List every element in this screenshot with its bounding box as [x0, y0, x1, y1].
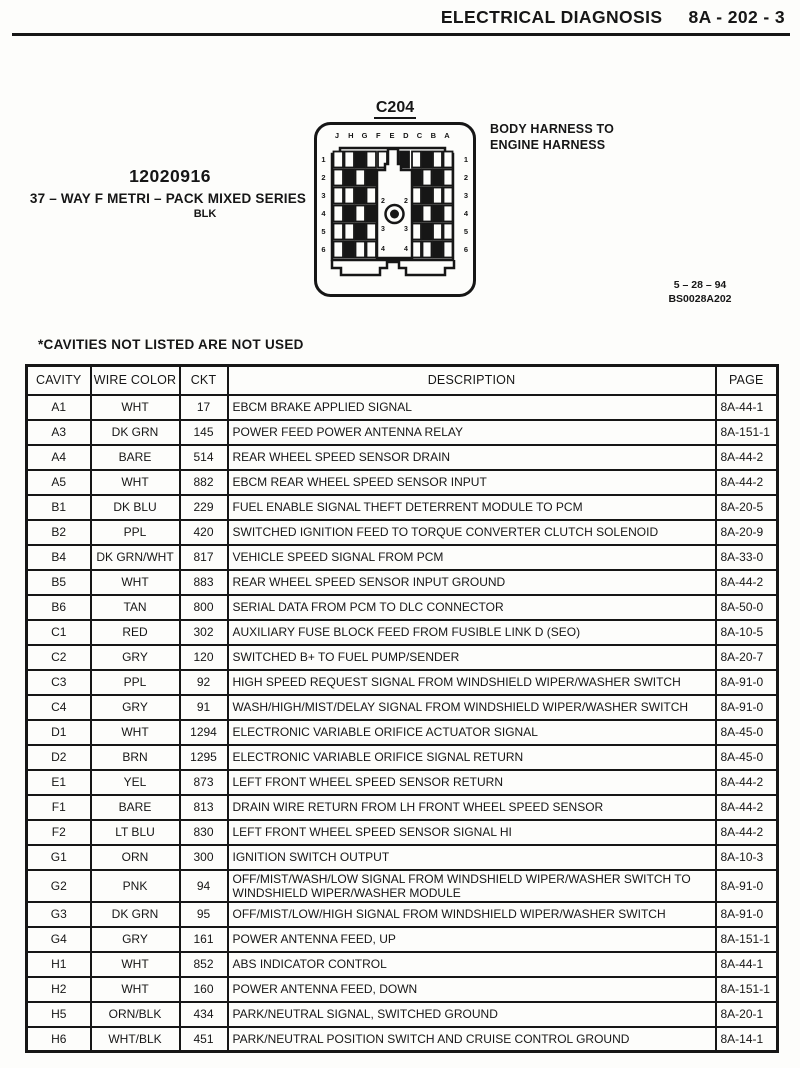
cell-description: LEFT FRONT WHEEL SPEED SENSOR RETURN [228, 770, 716, 795]
cell-description: SWITCHED B+ TO FUEL PUMP/SENDER [228, 645, 716, 670]
key-label: 2 [381, 198, 385, 205]
table-row [27, 902, 778, 927]
row-number-left: 4 [321, 209, 326, 218]
cell-cavity: G4 [27, 927, 91, 952]
cell-wire-color: DK GRN [91, 902, 180, 927]
cell-page: 8A-44-1 [716, 395, 778, 420]
cell-page: 8A-20-9 [716, 520, 778, 545]
header-ckt: CKT [180, 366, 228, 395]
cell-page: 8A-45-0 [716, 720, 778, 745]
cell-cavity: A1 [27, 395, 91, 420]
table-row [27, 545, 778, 570]
keyway-center [390, 210, 399, 219]
key-label: 3 [404, 226, 408, 233]
cell-ckt: 514 [180, 445, 228, 470]
cell-description: OFF/MIST/WASH/LOW SIGNAL FROM WINDSHIELD WIPER/WASHER SWITCH TO WINDSHIELD WIPER/WASHER MODULE [228, 870, 716, 902]
cell-wire-color: GRY [91, 927, 180, 952]
cell-ckt: 92 [180, 670, 228, 695]
cell-description: POWER ANTENNA FEED, DOWN [228, 977, 716, 1002]
table-row [27, 927, 778, 952]
cell-page: 8A-10-5 [716, 620, 778, 645]
table-row [27, 770, 778, 795]
key-label: 2 [404, 198, 408, 205]
cell-wire-color: WHT [91, 470, 180, 495]
cell-page: 8A-151-1 [716, 977, 778, 1002]
table-row [27, 445, 778, 470]
cell-ckt: 95 [180, 902, 228, 927]
cell-description: REAR WHEEL SPEED SENSOR INPUT GROUND [228, 570, 716, 595]
cell-ckt: 434 [180, 1002, 228, 1027]
table-row [27, 795, 778, 820]
cell-cavity: A4 [27, 445, 91, 470]
cell-page: 8A-10-3 [716, 845, 778, 870]
cell-description: SERIAL DATA FROM PCM TO DLC CONNECTOR [228, 595, 716, 620]
table-row [27, 695, 778, 720]
cell-description: POWER ANTENNA FEED, UP [228, 927, 716, 952]
page-header [441, 7, 785, 28]
connector-bottom-tabs [332, 260, 454, 275]
cell-cavity: C2 [27, 645, 91, 670]
cell-ckt: 813 [180, 795, 228, 820]
connector-color: BLK [193, 208, 217, 220]
row-number-left: 2 [321, 173, 326, 182]
cell-description: ELECTRONIC VARIABLE ORIFICE ACTUATOR SIGNAL [228, 720, 716, 745]
cell-ckt: 1295 [180, 745, 228, 770]
cell-cavity: H6 [27, 1027, 91, 1052]
header-page-ref: 8A - 202 - 3 [688, 7, 785, 27]
header-wire-color: WIRE COLOR [91, 366, 180, 395]
cell-ckt: 873 [180, 770, 228, 795]
header-page: PAGE [716, 366, 778, 395]
cell-description: DRAIN WIRE RETURN FROM LH FRONT WHEEL SPEED SENSOR [228, 795, 716, 820]
key-label: 3 [381, 226, 385, 233]
cell-page: 8A-91-0 [716, 695, 778, 720]
cell-page: 8A-45-0 [716, 745, 778, 770]
col-letter: E [389, 131, 395, 140]
table-row [27, 670, 778, 695]
cell-wire-color: LT BLU [91, 820, 180, 845]
cell-page: 8A-44-2 [716, 795, 778, 820]
cell-page: 8A-44-1 [716, 952, 778, 977]
table-row [27, 495, 778, 520]
cell-description: WASH/HIGH/MIST/DELAY SIGNAL FROM WINDSHIELD WIPER/WASHER SWITCH [228, 695, 716, 720]
row-number-right: 4 [463, 209, 469, 218]
connector-series: 37 – WAY F METRI – PACK MIXED SERIES [29, 191, 307, 206]
cell-cavity: G2 [27, 870, 91, 902]
cell-page: 8A-91-0 [716, 902, 778, 927]
cell-cavity: H2 [27, 977, 91, 1002]
cell-ckt: 300 [180, 845, 228, 870]
cell-wire-color: PPL [91, 670, 180, 695]
row-number-left: 6 [321, 245, 326, 254]
cell-ckt: 830 [180, 820, 228, 845]
cell-cavity: B5 [27, 570, 91, 595]
cell-page: 8A-151-1 [716, 927, 778, 952]
cell-wire-color: WHT [91, 720, 180, 745]
cell-description: POWER FEED POWER ANTENNA RELAY [228, 420, 716, 445]
cell-cavity: H1 [27, 952, 91, 977]
table-row [27, 720, 778, 745]
table-row [27, 570, 778, 595]
cell-wire-color: YEL [91, 770, 180, 795]
cell-page: 8A-91-0 [716, 870, 778, 902]
cell-description: REAR WHEEL SPEED SENSOR DRAIN [228, 445, 716, 470]
table-row [27, 595, 778, 620]
harness-note: BODY HARNESS TO ENGINE HARNESS [490, 122, 615, 153]
cell-page: 8A-44-2 [716, 820, 778, 845]
cell-cavity: G3 [27, 902, 91, 927]
cell-wire-color: BARE [91, 795, 180, 820]
cell-description: EBCM BRAKE APPLIED SIGNAL [228, 395, 716, 420]
cell-description: FUEL ENABLE SIGNAL THEFT DETERRENT MODULE TO PCM [228, 495, 716, 520]
cell-page: 8A-151-1 [716, 420, 778, 445]
cell-wire-color: WHT [91, 977, 180, 1002]
table-row [27, 870, 778, 902]
col-letter: G [361, 131, 368, 140]
cell-description: ABS INDICATOR CONTROL [228, 952, 716, 977]
col-letter: A [444, 131, 450, 140]
cell-page: 8A-20-5 [716, 495, 778, 520]
cell-wire-color: GRY [91, 645, 180, 670]
col-letter: J [334, 131, 340, 140]
table-row [27, 395, 778, 420]
cell-wire-color: PPL [91, 520, 180, 545]
cell-page: 8A-44-2 [716, 470, 778, 495]
table-row [27, 845, 778, 870]
connector-id-label: C204 [313, 99, 477, 117]
cell-ckt: 1294 [180, 720, 228, 745]
cell-description: EBCM REAR WHEEL SPEED SENSOR INPUT [228, 470, 716, 495]
row-number-left: 1 [321, 155, 326, 164]
figure-code: BS0028A202 [668, 293, 732, 306]
col-letter: B [430, 131, 437, 140]
part-number: 12020916 [129, 166, 211, 186]
col-letter: D [403, 131, 409, 140]
cell-page: 8A-20-1 [716, 1002, 778, 1027]
table-row [27, 470, 778, 495]
cell-ckt: 161 [180, 927, 228, 952]
cavity-table [25, 364, 779, 1053]
table-row [27, 645, 778, 670]
cell-page: 8A-44-2 [716, 570, 778, 595]
cell-ckt: 883 [180, 570, 228, 595]
cell-cavity: D1 [27, 720, 91, 745]
figure-date: 5 – 28 – 94 [673, 279, 727, 291]
col-letter: C [416, 131, 423, 140]
table-row [27, 745, 778, 770]
key-label: 4 [381, 246, 385, 253]
cell-wire-color: ORN/BLK [91, 1002, 180, 1027]
row-number-right: 2 [463, 173, 469, 182]
cell-cavity: H5 [27, 1002, 91, 1027]
cell-page: 8A-91-0 [716, 670, 778, 695]
cell-ckt: 882 [180, 470, 228, 495]
cell-description: ELECTRONIC VARIABLE ORIFICE SIGNAL RETURN [228, 745, 716, 770]
cell-description: OFF/MIST/LOW/HIGH SIGNAL FROM WINDSHIELD WIPER/WASHER SWITCH [228, 902, 716, 927]
cell-wire-color: GRY [91, 695, 180, 720]
row-number-right: 6 [463, 245, 469, 254]
cell-ckt: 91 [180, 695, 228, 720]
cell-cavity: B4 [27, 545, 91, 570]
table-row [27, 820, 778, 845]
table-row [27, 520, 778, 545]
cell-description: PARK/NEUTRAL POSITION SWITCH AND CRUISE CONTROL GROUND [228, 1027, 716, 1052]
cell-cavity: F1 [27, 795, 91, 820]
cell-description: SWITCHED IGNITION FEED TO TORQUE CONVERTER CLUTCH SOLENOID [228, 520, 716, 545]
cell-wire-color: BRN [91, 745, 180, 770]
key-label: 4 [404, 246, 408, 253]
cell-cavity: C3 [27, 670, 91, 695]
cell-wire-color: DK BLU [91, 495, 180, 520]
cell-ckt: 852 [180, 952, 228, 977]
row-number-right: 3 [463, 191, 469, 200]
header-rule [12, 33, 790, 36]
cell-page: 8A-44-2 [716, 770, 778, 795]
cell-ckt: 420 [180, 520, 228, 545]
cell-page: 8A-20-7 [716, 645, 778, 670]
cell-page: 8A-50-0 [716, 595, 778, 620]
col-letter: F [376, 131, 381, 140]
cell-cavity: D2 [27, 745, 91, 770]
cell-cavity: C4 [27, 695, 91, 720]
header-title: ELECTRICAL DIAGNOSIS [440, 7, 663, 27]
table-row [27, 420, 778, 445]
cell-wire-color: PNK [91, 870, 180, 902]
header-cavity: CAVITY [27, 366, 91, 395]
cell-ckt: 302 [180, 620, 228, 645]
table-row [27, 952, 778, 977]
cell-wire-color: BARE [91, 445, 180, 470]
row-number-right: 1 [463, 155, 469, 164]
cell-page: 8A-44-2 [716, 445, 778, 470]
cell-cavity: B6 [27, 595, 91, 620]
cell-cavity: A3 [27, 420, 91, 445]
cell-description: AUXILIARY FUSE BLOCK FEED FROM FUSIBLE LINK D (SEO) [228, 620, 716, 645]
cell-wire-color: RED [91, 620, 180, 645]
row-number-left: 5 [321, 227, 326, 236]
cell-cavity: A5 [27, 470, 91, 495]
cell-wire-color: DK GRN/WHT [91, 545, 180, 570]
cell-ckt: 451 [180, 1027, 228, 1052]
table-row [27, 1027, 778, 1052]
cell-wire-color: TAN [91, 595, 180, 620]
header-description: DESCRIPTION [228, 366, 716, 395]
table-row [27, 1002, 778, 1027]
cell-ckt: 817 [180, 545, 228, 570]
cell-ckt: 160 [180, 977, 228, 1002]
row-number-left: 3 [321, 191, 326, 200]
cell-cavity: F2 [27, 820, 91, 845]
cell-wire-color: WHT [91, 395, 180, 420]
cell-wire-color: WHT [91, 952, 180, 977]
cell-page: 8A-14-1 [716, 1027, 778, 1052]
table-row [27, 620, 778, 645]
cell-ckt: 229 [180, 495, 228, 520]
cell-description: IGNITION SWITCH OUTPUT [228, 845, 716, 870]
cell-cavity: C1 [27, 620, 91, 645]
cell-wire-color: WHT/BLK [91, 1027, 180, 1052]
cell-cavity: B2 [27, 520, 91, 545]
row-number-right: 5 [463, 227, 469, 236]
cell-ckt: 120 [180, 645, 228, 670]
cell-ckt: 17 [180, 395, 228, 420]
cell-wire-color: DK GRN [91, 420, 180, 445]
cell-wire-color: WHT [91, 570, 180, 595]
cell-ckt: 94 [180, 870, 228, 902]
connector-diagram [313, 121, 477, 299]
cell-page: 8A-33-0 [716, 545, 778, 570]
col-letter: H [348, 131, 354, 140]
cell-description: PARK/NEUTRAL SIGNAL, SWITCHED GROUND [228, 1002, 716, 1027]
cell-cavity: B1 [27, 495, 91, 520]
cavities-note: *CAVITIES NOT LISTED ARE NOT USED [38, 337, 304, 352]
cell-ckt: 800 [180, 595, 228, 620]
table-row [27, 977, 778, 1002]
cell-description: VEHICLE SPEED SIGNAL FROM PCM [228, 545, 716, 570]
cell-description: LEFT FRONT WHEEL SPEED SENSOR SIGNAL HI [228, 820, 716, 845]
cell-cavity: E1 [27, 770, 91, 795]
cell-wire-color: ORN [91, 845, 180, 870]
cavity-table-body [27, 395, 778, 1052]
cell-cavity: G1 [27, 845, 91, 870]
figure-revision [638, 278, 762, 306]
cell-description: HIGH SPEED REQUEST SIGNAL FROM WINDSHIELD WIPER/WASHER SWITCH [228, 670, 716, 695]
table-header-row [27, 366, 778, 395]
cell-ckt: 145 [180, 420, 228, 445]
